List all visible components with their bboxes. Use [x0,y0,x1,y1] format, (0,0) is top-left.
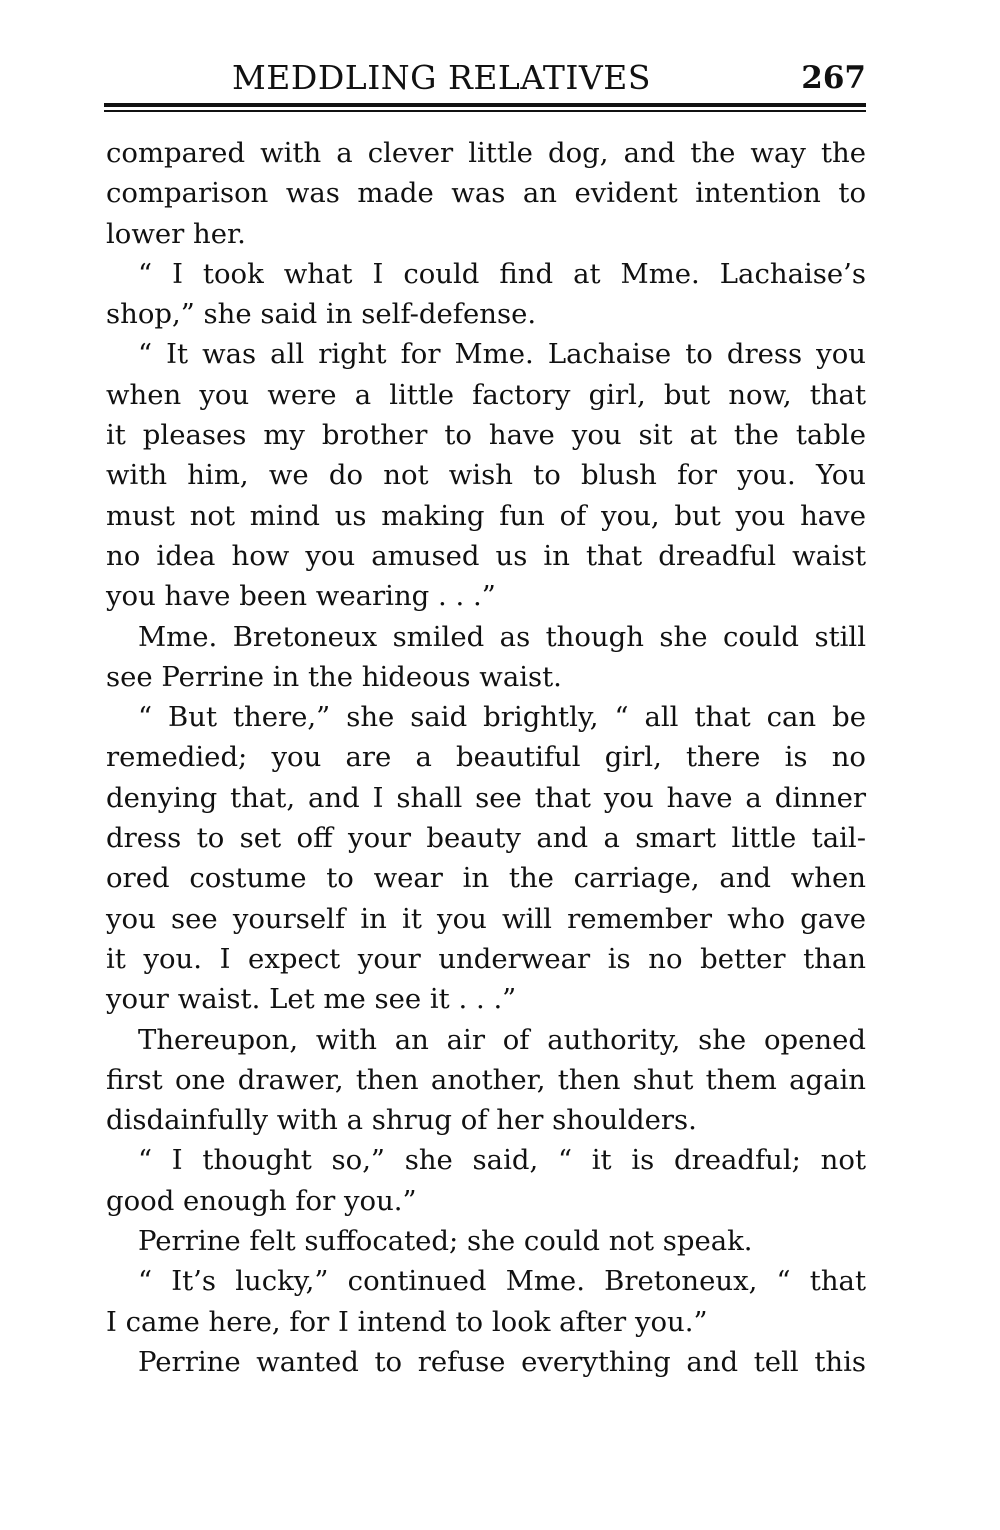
text-line: “ But there,” she said brightly, “ all that can be [138,701,866,734]
text-line: Perrine wanted to refuse everything and tell this [138,1345,866,1378]
header-rule-thin [104,110,866,112]
text-line: you see yourself in it you will remember who gave [106,902,866,935]
text-line: denying that, and I shall see that you have a dinner [106,781,866,814]
text-line: disdainfully with a shrug of her shoulders. [106,1104,697,1137]
running-head [106,58,866,102]
text-line: “ I took what I could find at Mme. Lachaise’s [138,257,866,290]
text-line: must not mind us making fun of you, but you have [106,499,866,532]
text-line: I came here, for I intend to look after you.” [106,1305,708,1338]
text-line: Perrine felt suffocated; she could not speak. [138,1225,753,1258]
text-line: good enough for you.” [106,1184,417,1217]
page-number: 267 [801,60,866,96]
text-line: “ It was all right for Mme. Lachaise to dress you [138,338,866,371]
text-line: when you were a little factory girl, but now, that [106,378,866,411]
text-line: your waist. Let me see it . . .” [106,983,517,1016]
text-line: see Perrine in the hideous waist. [106,660,562,693]
text-line: “ It’s lucky,” continued Mme. Bretoneux, “ that [138,1265,866,1298]
text-line: with him, we do not wish to blush for you. You [106,459,866,492]
text-line: Thereupon, with an air of authority, she opened [138,1023,866,1056]
text-line: no idea how you amused us in that dreadful waist [106,539,866,572]
text-line: shop,” she said in self-defense. [106,298,537,331]
body-text [106,133,866,1382]
text-line: you have been wearing . . .” [106,580,496,613]
text-line: compared with a clever little dog, and the way the [106,137,866,169]
text-line: lower her. [106,217,246,250]
text-line: remedied; you are a beautiful girl, there is no [106,741,866,774]
header-rule-thick [104,103,866,107]
running-title: MEDDLING RELATIVES [232,58,651,97]
text-line: comparison was made was an evident intention to [106,177,866,210]
text-line: Mme. Bretoneux smiled as though she could still [138,620,866,653]
text-line: it you. I expect your underwear is no better than [106,942,866,975]
text-line: “ I thought so,” she said, “ it is dreadful; not [138,1144,866,1177]
text-line: it pleases my brother to have you sit at the table [106,419,866,452]
text-line: first one drawer, then another, then shut them again [106,1063,866,1096]
text-line: dress to set off your beauty and a smart little tail- [106,822,866,855]
text-line: ored costume to wear in the carriage, and when [106,862,866,895]
